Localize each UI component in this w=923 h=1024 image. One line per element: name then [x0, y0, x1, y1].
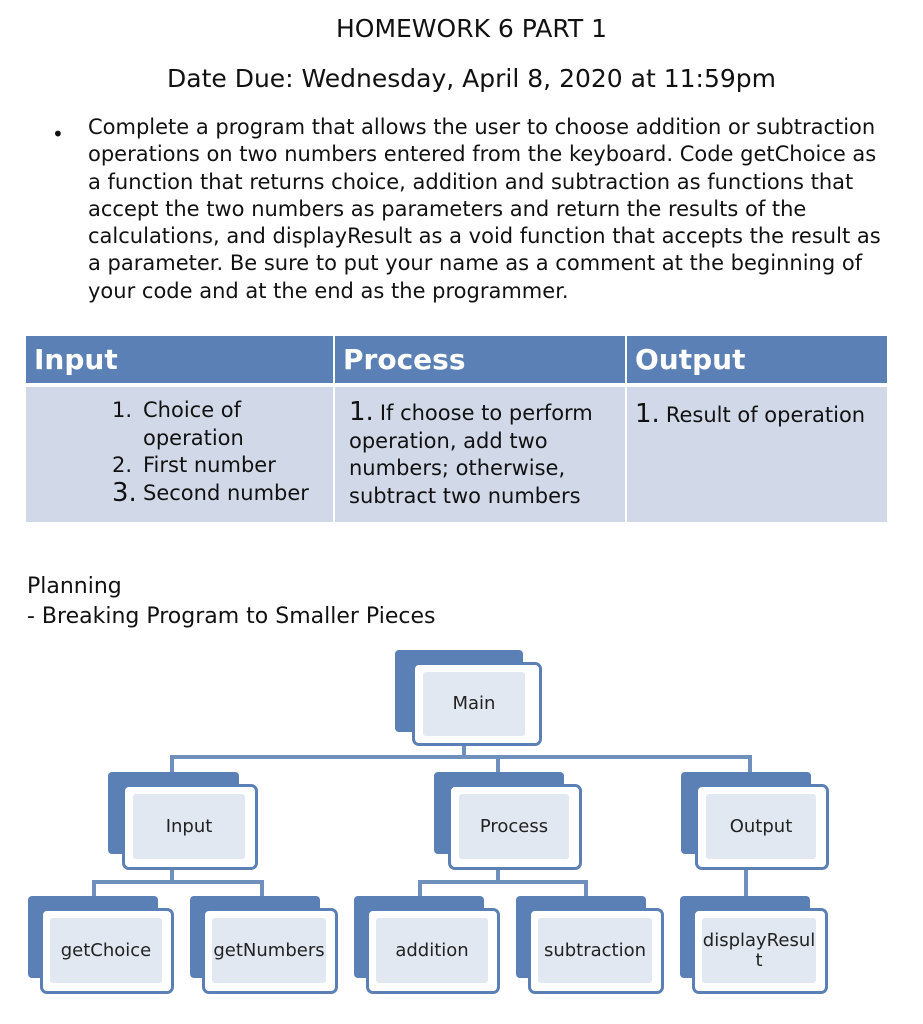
connector [744, 868, 748, 896]
instructions-text: Complete a program that allows the user to choose addition or subtraction operations on two numbers entered from the keyboard. Code getChoice as a function that returns choice, addition and subtraction as functions that accept the two numbers as parameters and return the results of the calculations, and displayResult as a void function that accepts the result as a parameter. Be sure to put your name as a comment at the beginning of your code and at the end as the programmer. [88, 115, 881, 303]
process-cell: 1. If choose to perform operation, add two numbers; otherwise, subtract two numbers [334, 385, 626, 522]
bullet-dot: • [52, 122, 64, 146]
header-output: Output [626, 336, 887, 385]
input-item: 3. Second number [112, 477, 309, 508]
connector [92, 880, 96, 896]
header-input: Input [26, 336, 334, 385]
input-item: 1. Choice of operation [112, 398, 244, 450]
header-process: Process [334, 336, 626, 385]
connector [260, 880, 264, 896]
output-cell: 1. Result of operation [626, 385, 887, 522]
connector [418, 880, 422, 896]
planning-title: Planning [27, 574, 122, 599]
due-date: Date Due: Wednesday, April 8, 2020 at 11:59pm [167, 64, 776, 93]
connector [92, 880, 264, 884]
connector [170, 755, 752, 759]
planning-subtitle: - Breaking Program to Smaller Pieces [27, 604, 436, 629]
ipo-table [26, 336, 887, 522]
homework-title: HOMEWORK 6 PART 1 [335, 14, 608, 43]
input-cell [26, 385, 334, 522]
connector [584, 880, 588, 896]
connector [418, 880, 588, 884]
input-item: 2. First number [112, 453, 276, 477]
